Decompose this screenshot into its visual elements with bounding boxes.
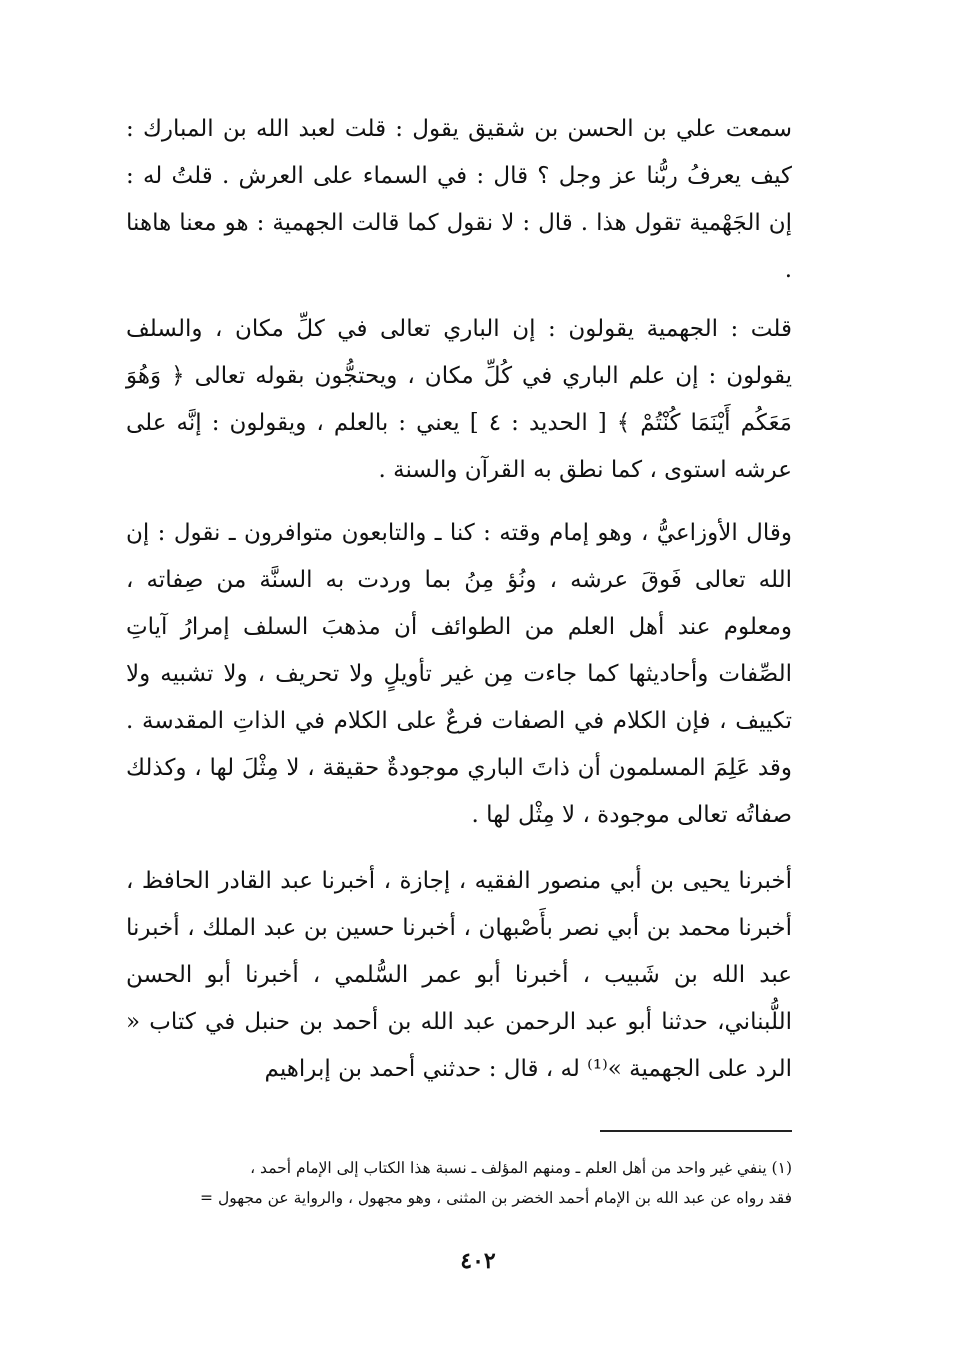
body-paragraph-2 <box>126 306 792 494</box>
footnotes <box>110 1153 792 1213</box>
body-paragraph-4 <box>126 858 792 1093</box>
body-paragraph-3 <box>126 510 792 839</box>
paragraph-text: قلت : الجهمية يقولون : إن الباري تعالى في كلِّ مكان ، والسلف يقولون : إن علم الباري في كُلِّ مكان ، ويحتجُّون بقوله تعالى ﴿ وَهُوَ مَعَكُم أَيْنَمَا كُنْتُمْ ﴾ [ الحديد : ٤ ] يعني : بالعلم ، ويقولون : إنَّه على عرشه استوى ، كما نطق به القرآن والسنة . <box>126 316 792 483</box>
page-number: ٤٠٢ <box>460 1248 496 1274</box>
body-paragraph-1 <box>126 106 792 294</box>
paragraph-text: وقال الأوزاعيُّ ، وهو إمام وقته : كنا ـ والتابعون متوافرون ـ نقول : إن الله تعالى فَوقَ عرشه ، ونُؤ مِنُ بما وردت به السنَّة من صِفاته ، ومعلوم عند أهل العلم من الطوائف أن مذهبَ السلف إمرارُ آياتِ الصِّفات وأحاديثها كما جاءت مِن غير تأويلٍ ولا تحريف ، ولا تشبيه ولا تكييف ، فإن الكلام في الصفات فرعٌ على الكلام في الذاتِ المقدسة . وقد عَلِمَ المسلمون أن ذاتَ الباري موجودةٌ حقيقة ، لا مِثْلَ لها ، وكذلك صفاتُه تعالى موجودة ، لا مِثْل لها . <box>126 520 792 828</box>
footnote-divider <box>600 1130 792 1132</box>
paragraph-text: سمعت علي بن الحسن بن شقيق يقول : قلت لعبد الله بن المبارك : كيف يعرفُ ربُّنا عز وجل ؟ قال : في السماء على العرش . قلتُ له : إن الجَهْمية تقول هذا . قال : لا نقول كما قالت الجهمية : هو معنا هاهنا . <box>126 116 792 283</box>
footnote-line-2: فقد رواه عن عبد الله بن الإمام أحمد الخضر بن المثنى ، وهو مجهول ، والرواية عن مجهول = <box>200 1189 792 1207</box>
paragraph-text: أخبرنا يحيى بن أبي منصور الفقيه ، إجازة ، أخبرنا عبد القادر الحافظ ، أخبرنا محمد بن أبي نصر بأَصْبهان ، أخبرنا حسين بن عبد الملك ، أخبرنا عبد الله بن شَبيب ، أخبرنا أبو عمر السُّلمي ، أخبرنا أبو الحسن اللُّبناني، حدثنا أبو عبد الرحمن عبد الله بن أحمد بن حنبل في كتاب « الرد على الجهمية »⁽¹⁾ له ، قال : حدثني أحمد بن إبراهيم <box>126 868 792 1082</box>
footnote-line-1: (١) ينفي غير واحد من أهل العلم ـ ومنهم المؤلف ـ نسبة هذا الكتاب إلى الإمام أحمد ، <box>250 1159 792 1177</box>
